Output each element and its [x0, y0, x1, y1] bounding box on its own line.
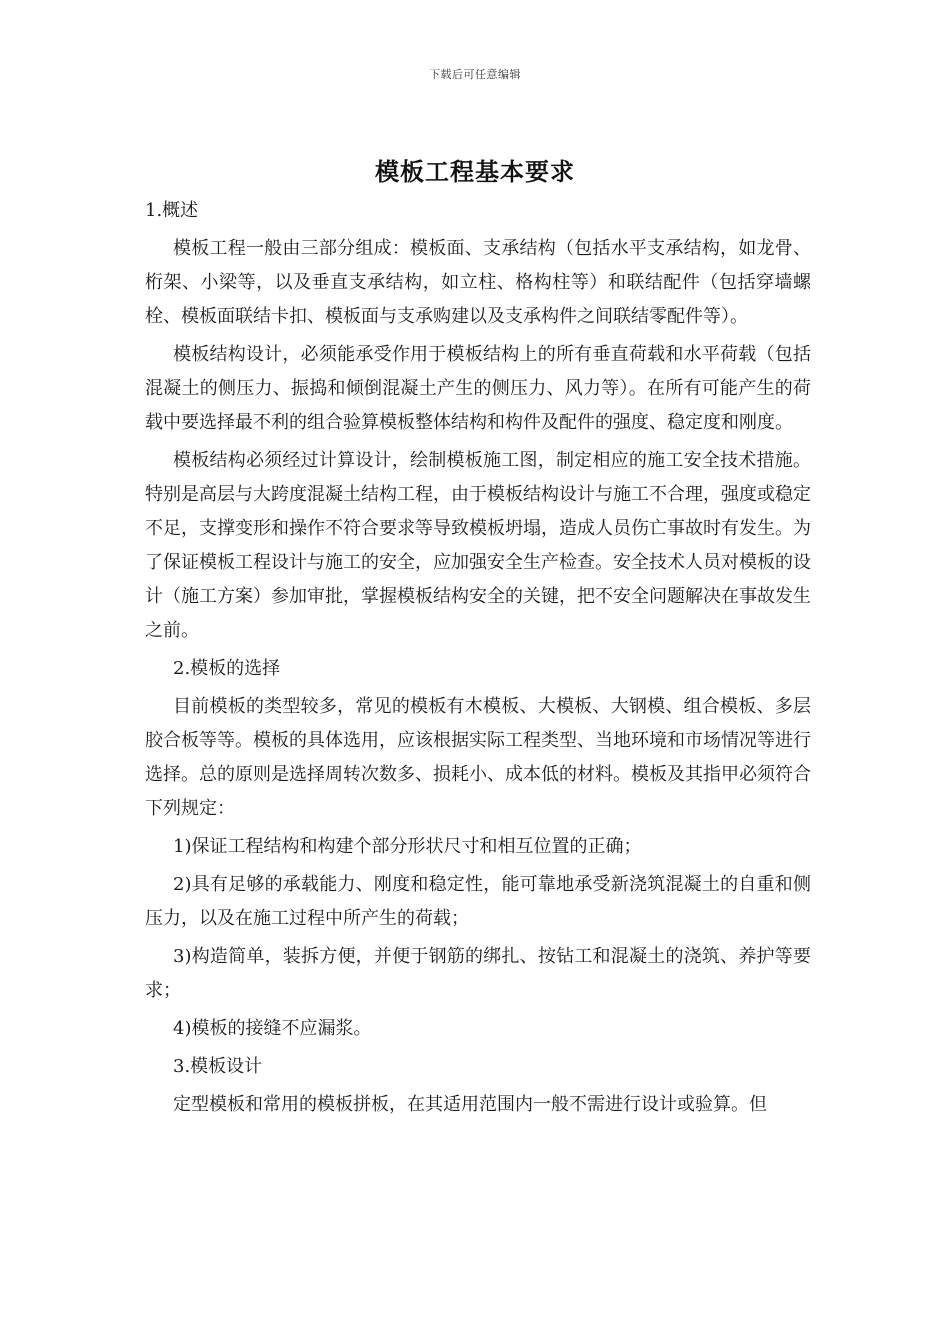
list-item-2: 2)具有足够的承载能力、刚度和稳定性，能可靠地承受新浇筑混凝土的自重和侧压力，以及在施工过程中所产生的荷载； [145, 874, 811, 929]
section-heading-design: 3.模板设计 [173, 1056, 263, 1077]
paragraph-selection: 目前模板的类型较多，常见的模板有木模板、大模板、大钢模、组合模板、多层胶合板等等。模板的具体选用，应该根据实际工程类型、当地环境和市场情况等进行选择。总的原则是选择周转次数多、损耗小、成本低的材料。模板及其指甲必须符合下列规定： [145, 696, 811, 819]
section-heading-overview: 1.概述 [145, 200, 199, 221]
paragraph-design: 定型模板和常用的模板拼板，在其适用范围内一般不需进行设计或验算。但 [173, 1094, 767, 1115]
list-item-3: 3)构造简单，装拆方便，并便于钢筋的绑扎、按钻工和混凝土的浇筑、养护等要求； [145, 946, 811, 1001]
page-title: 模板工程基本要求 [375, 158, 575, 186]
section-heading-selection: 2.模板的选择 [173, 658, 281, 679]
list-item-1: 1)保证工程结构和构建个部分形状尺寸和相互位置的正确； [173, 836, 642, 857]
list-item-4: 4)模板的接缝不应漏浆。 [173, 1018, 372, 1039]
paragraph-composition: 模板工程一般由三部分组成：模板面、支承结构（包括水平支承结构，如龙骨、桁架、小梁等，以及垂直支承结构，如立柱、格构柱等）和联结配件（包括穿墙螺栓、模板面联结卡扣、模板面与支承购建以及支承构件之间联结零配件等）。 [145, 238, 811, 327]
paragraph-structure-design: 模板结构设计，必须能承受作用于模板结构上的所有垂直荷载和水平荷载（包括混凝土的侧压力、振捣和倾倒混凝土产生的侧压力、风力等）。在所有可能产生的荷载中要选择最不利的组合验算模板整体结构和构件及配件的强度、稳定度和刚度。 [145, 344, 811, 433]
paragraph-calculation: 模板结构必须经过计算设计，绘制模板施工图，制定相应的施工安全技术措施。特别是高层与大跨度混凝土结构工程，由于模板结构设计与施工不合理，强度或稳定不足，支撑变形和操作不符合要求等导致模板坍塌，造成人员伤亡事故时有发生。为了保证模板工程设计与施工的安全，应加强安全生产检查。安全技术人员对模板的设计（施工方案）参加审批，掌握模板结构安全的关键，把不安全问题解决在事故发生之前。 [145, 450, 811, 641]
document-body [145, 194, 811, 1126]
header-note: 下载后可任意编辑 [429, 68, 521, 81]
